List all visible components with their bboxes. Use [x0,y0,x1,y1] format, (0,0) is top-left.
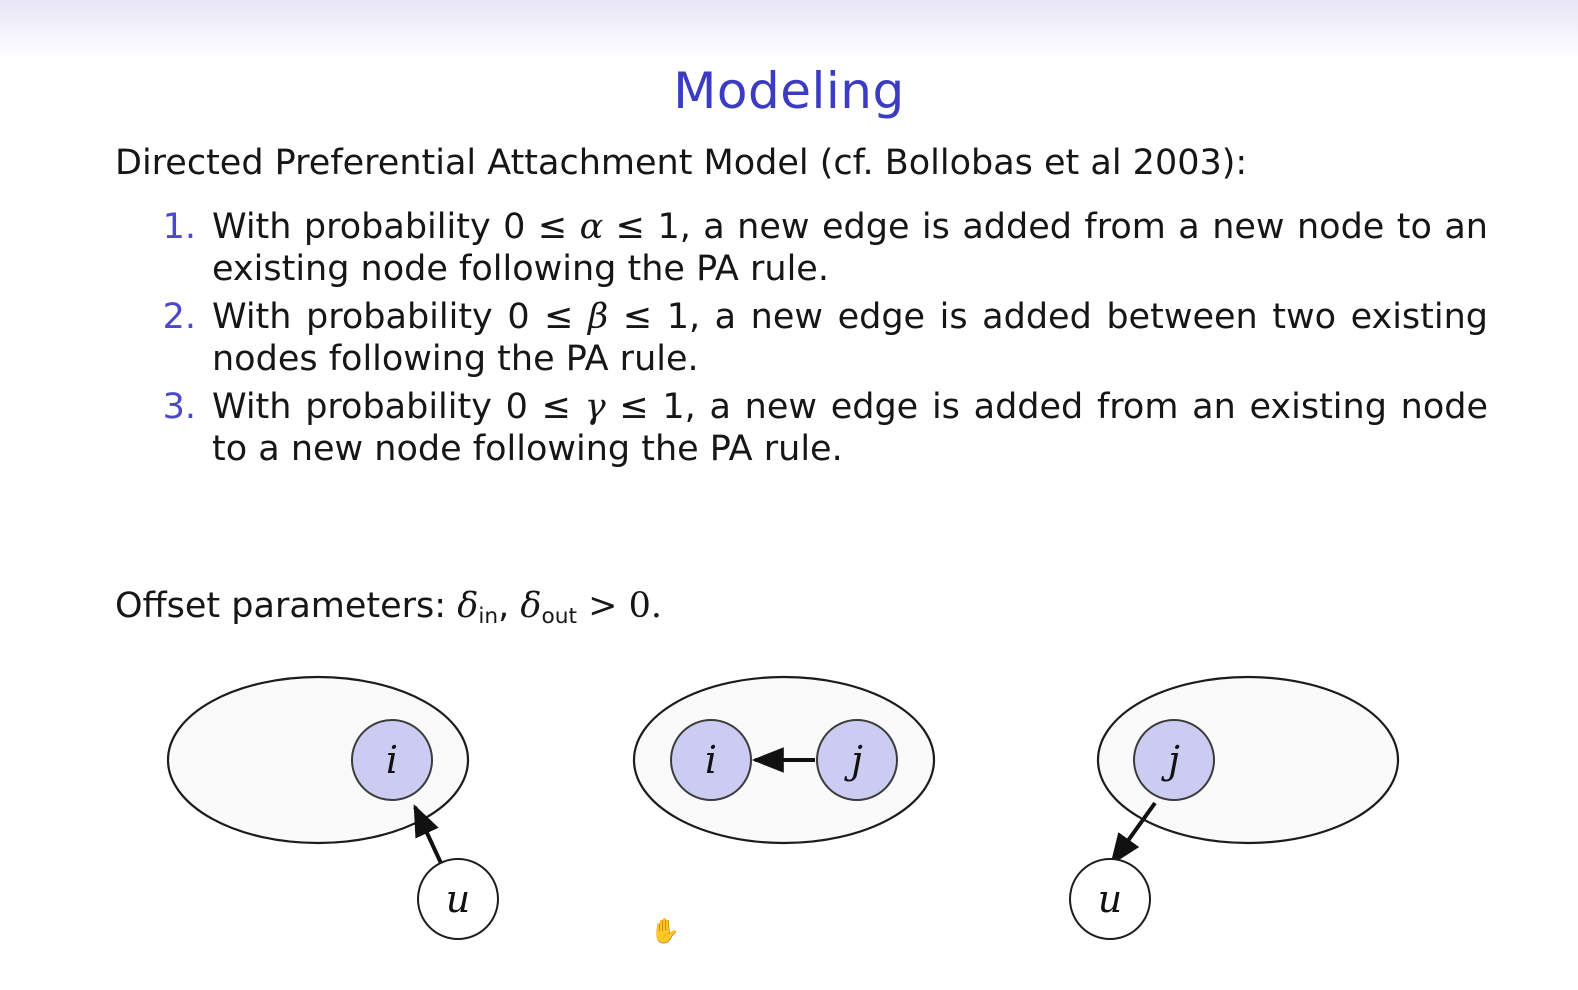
node-i-label: i [385,738,399,782]
offset-inequality: > 0. [588,586,662,626]
node-j-label: j [851,738,863,782]
offset-label: Offset parameters: [115,586,447,626]
hand-cursor-icon: ✋ [650,917,680,945]
list-item-number: 3. [162,387,196,427]
node-u-label: u [1097,877,1123,921]
page-title: Modeling [673,62,905,120]
list-item-number: 2. [162,297,196,337]
figure-gamma-case [1070,677,1398,939]
list-item [150,296,1488,380]
list-item-number: 1. [162,207,196,247]
list-item-text-post: ≤ 1, a new edge is added from a new node to an existing node following the PA rule. [212,207,1488,289]
list-item [150,206,1488,290]
list-item-text-pre: With probability 0 ≤ [212,207,580,247]
delta-out-symbol: $\delta_{out}$ [520,586,577,630]
figures-diagram [0,655,1578,975]
intro-text: Directed Preferential Attachment Model (cf. Bollobas et al 2003): [115,143,1248,183]
offset-parameters-line [115,586,662,629]
rules-list [150,206,1488,476]
figure-alpha-case [168,677,498,939]
list-item-text-post: ≤ 1, a new edge is added between two existing nodes following the PA rule. [212,297,1489,379]
node-j-label: j [1168,738,1180,782]
greek-symbol-alpha: α [579,207,604,247]
node-i-label: i [704,738,718,782]
list-item-text-pre: With probability 0 ≤ [212,387,585,427]
figure-beta-case [634,677,934,843]
delta-in-symbol: $\delta_{in}$ [457,586,499,630]
header-gradient [0,0,1578,60]
list-item-text-pre: With probability 0 ≤ [212,297,589,337]
list-item-text-post: ≤ 1, a new edge is added from an existing node to a new node following the PA rule. [212,387,1488,469]
greek-symbol-gamma: γ [584,387,606,427]
offset-comma: , [498,586,510,626]
greek-symbol-beta: β [588,297,609,337]
list-item [150,386,1488,470]
node-u-label: u [445,877,471,921]
